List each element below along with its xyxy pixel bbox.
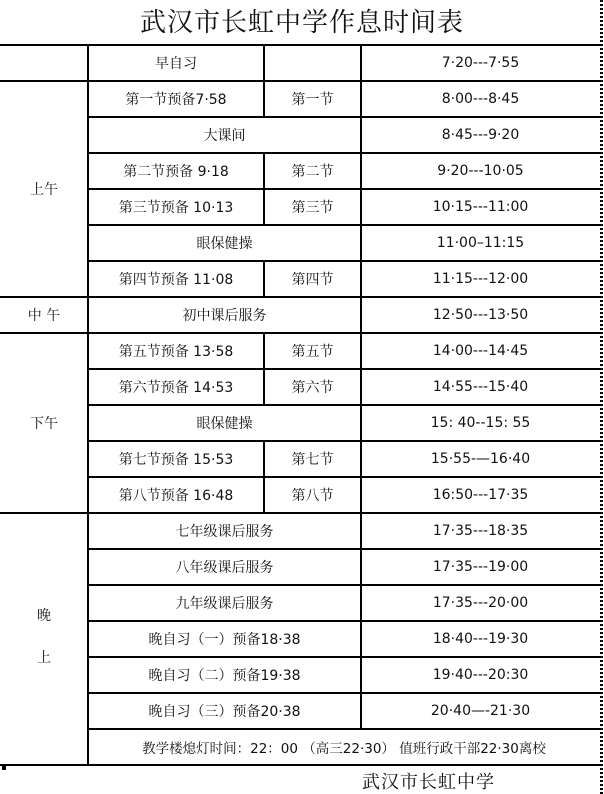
time-cell: 9·20---10·05: [437, 163, 524, 179]
time-cell: 10·15---11:00: [432, 199, 529, 215]
session-cell: 第五节: [291, 344, 334, 360]
activity-cell: 第二节预备 9·18: [123, 164, 229, 180]
activity-cell: 第五节预备 13·58: [118, 344, 234, 360]
school-signature: 武汉市长虹中学: [362, 772, 495, 793]
time-cell: 16:50---17·35: [432, 487, 529, 503]
lights-out-note: 教学楼熄灯时间：22：00 （高三22·30） 值班行政干部22·30离校: [142, 741, 546, 757]
session-cell: 第二节: [291, 164, 334, 180]
page-title: 武汉市长虹中学作息时间表: [139, 8, 464, 38]
corner-mark: [2, 766, 6, 770]
activity-cell: 初中课后服务: [182, 308, 267, 324]
session-cell: 第四节: [291, 272, 334, 288]
time-cell: 20·40—-21·30: [430, 703, 531, 719]
session-cell: 第七节: [291, 452, 334, 468]
page-edge: [600, 0, 603, 794]
activity-cell: 第一节预备7·58: [125, 92, 227, 108]
activity-cell: 眼保健操: [196, 236, 253, 252]
time-cell: 8·00---8·45: [441, 91, 520, 107]
activity-cell: 晚自习（三）预备20·38: [148, 704, 301, 720]
time-cell: 17·35---18·35: [432, 523, 529, 539]
session-cell: 第一节: [291, 92, 334, 108]
session-cell: [264, 45, 361, 81]
activity-cell: 晚自习（一）预备18·38: [148, 632, 301, 648]
time-cell: 12·50---13·50: [432, 307, 529, 323]
time-cell: 14·00---14·45: [432, 343, 529, 359]
time-cell: 14·55---15·40: [432, 379, 529, 395]
time-cell: 15: 40--15: 55: [430, 415, 531, 431]
activity-cell: 第八节预备 16·48: [118, 488, 234, 504]
period-evening: [0, 513, 88, 765]
time-cell: 11·00–11:15: [436, 235, 525, 251]
period-evening-char: 上: [37, 650, 51, 666]
activity-cell: 眼保健操: [196, 416, 253, 432]
session-cell: 第六节: [291, 380, 334, 396]
period-noon: 中 午: [27, 308, 61, 324]
activity-cell: 晚自习（二）预备19·38: [148, 668, 301, 684]
period-afternoon: 下午: [30, 416, 58, 432]
activity-cell: 第三节预备 10·13: [118, 200, 234, 216]
activity-cell: 第六节预备 14·53: [118, 380, 234, 396]
activity-cell: 第七节预备 15·53: [118, 452, 234, 468]
period-morning: 上午: [30, 182, 58, 198]
activity-cell: 七年级课后服务: [175, 524, 274, 540]
time-cell: 15·55-—16·40: [430, 451, 531, 467]
period-evening-char: 晚: [37, 608, 51, 624]
activity-cell: 八年级课后服务: [175, 560, 274, 576]
time-cell: 17·35---20·00: [432, 595, 529, 611]
session-cell: 第三节: [291, 200, 334, 216]
time-cell: 8·45---9·20: [441, 127, 520, 143]
time-cell: 19·40---20:30: [432, 667, 529, 683]
activity-cell: 大课间: [203, 128, 246, 144]
activity-cell: 九年级课后服务: [175, 596, 274, 612]
time-cell: 17·35---19·00: [432, 559, 529, 575]
time-cell: 7·20---7·55: [441, 55, 520, 71]
activity-cell: 第四节预备 11·08: [118, 272, 234, 288]
activity-cell: 早自习: [155, 56, 197, 72]
session-cell: 第八节: [291, 488, 334, 504]
time-cell: 18·40---19·30: [432, 631, 529, 647]
time-cell: 11·15---12·00: [432, 271, 529, 287]
